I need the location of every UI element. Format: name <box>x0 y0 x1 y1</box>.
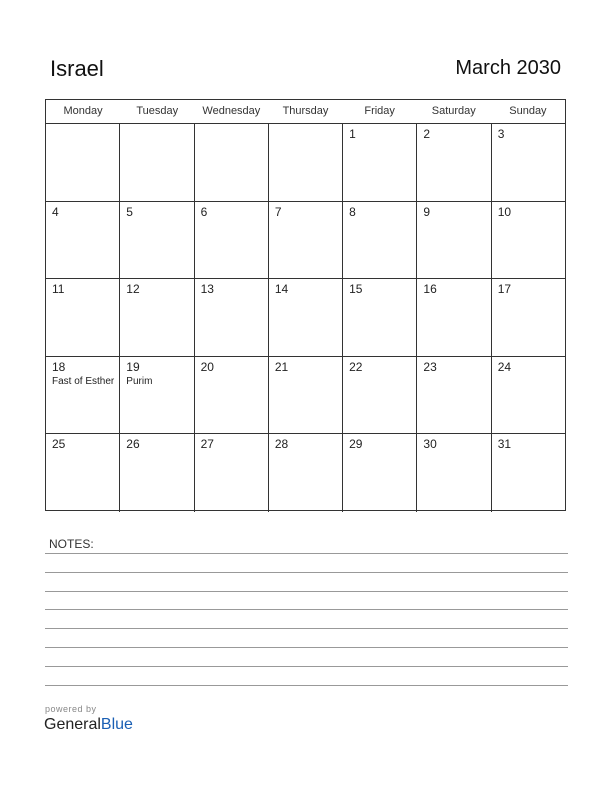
day-cell <box>269 124 343 201</box>
day-number: 20 <box>200 359 214 374</box>
holiday-label: Fast of Esther <box>52 375 115 387</box>
day-number: 23 <box>423 359 437 374</box>
day-number: 6 <box>200 204 208 219</box>
day-number: 26 <box>126 437 140 451</box>
day-number: 7 <box>274 204 282 219</box>
weekday-header: Friday <box>364 105 395 117</box>
day-cell <box>195 357 269 434</box>
day-number: 12 <box>126 282 140 296</box>
day-cell <box>120 434 194 512</box>
note-line <box>45 553 568 554</box>
day-number: 1 <box>349 127 356 141</box>
note-line <box>45 628 568 629</box>
powered-by-text: powered by <box>45 704 97 714</box>
weekday-header: Tuesday <box>136 105 179 117</box>
weekday-header-row <box>46 100 565 124</box>
day-number: 5 <box>126 204 133 219</box>
day-number: 19 <box>126 359 140 374</box>
note-line <box>45 591 568 592</box>
day-cell <box>417 434 491 512</box>
day-number: 25 <box>52 437 66 451</box>
day-cell <box>46 202 120 279</box>
day-number: 30 <box>423 437 437 451</box>
day-number: 18 <box>52 359 66 374</box>
day-number: 9 <box>423 204 431 219</box>
day-cell <box>46 434 120 512</box>
day-number: 24 <box>497 359 512 374</box>
day-cell <box>417 357 491 434</box>
day-cell <box>417 124 491 201</box>
weekday-header: Thursday <box>282 105 329 117</box>
calendar-week-row <box>46 357 565 435</box>
day-number: 10 <box>497 204 512 219</box>
calendar-week-row <box>46 202 565 280</box>
day-cell <box>120 357 194 434</box>
note-line <box>45 685 568 686</box>
day-cell <box>343 202 417 279</box>
logo-text-general: General <box>44 716 101 733</box>
day-cell <box>492 434 565 512</box>
calendar-grid <box>45 99 566 511</box>
day-number: 27 <box>200 437 214 451</box>
day-number: 17 <box>497 282 512 296</box>
day-cell <box>195 279 269 356</box>
calendar-weeks <box>46 124 565 512</box>
day-cell <box>417 202 491 279</box>
day-cell <box>269 202 343 279</box>
day-cell <box>195 434 269 512</box>
day-cell <box>343 434 417 512</box>
day-cell <box>120 202 194 279</box>
calendar-week-row <box>46 124 565 202</box>
day-number: 8 <box>349 204 356 219</box>
day-cell <box>343 124 417 201</box>
holiday-label: Purim <box>126 375 153 387</box>
day-cell <box>195 124 269 201</box>
notes-label: NOTES: <box>49 537 94 551</box>
note-line <box>45 609 568 610</box>
day-number: 4 <box>52 204 59 219</box>
day-number: 16 <box>423 282 437 296</box>
day-cell <box>269 279 343 356</box>
note-line <box>45 572 568 573</box>
day-cell <box>120 279 194 356</box>
note-line <box>45 666 568 667</box>
day-cell <box>492 279 565 356</box>
day-number: 15 <box>349 282 363 296</box>
month-title: March 2030 <box>455 57 561 79</box>
day-cell <box>417 279 491 356</box>
weekday-header: Saturday <box>431 105 476 117</box>
day-cell <box>269 434 343 512</box>
day-number: 21 <box>274 359 289 374</box>
day-number: 11 <box>52 282 65 296</box>
day-number: 3 <box>497 127 505 141</box>
weekday-header: Monday <box>63 105 103 117</box>
day-number: 22 <box>349 359 363 374</box>
logo-text-blue: Blue <box>100 716 133 733</box>
day-cell <box>343 357 417 434</box>
day-number: 2 <box>423 127 431 141</box>
day-cell <box>120 124 194 201</box>
day-number: 29 <box>349 437 363 451</box>
weekday-header: Wednesday <box>202 105 261 117</box>
day-cell <box>492 202 565 279</box>
day-cell <box>46 279 120 356</box>
calendar-week-row <box>46 279 565 357</box>
day-cell <box>492 357 565 434</box>
day-cell <box>343 279 417 356</box>
day-number: 13 <box>200 282 214 296</box>
day-number: 14 <box>274 282 289 296</box>
day-number: 28 <box>274 437 289 451</box>
day-cell <box>46 124 120 201</box>
day-cell <box>492 124 565 201</box>
calendar-week-row <box>46 434 565 512</box>
day-cell <box>195 202 269 279</box>
day-cell <box>46 357 120 434</box>
generalblue-logo <box>44 716 133 734</box>
day-cell <box>269 357 343 434</box>
country-title: Israel <box>50 56 104 81</box>
weekday-header: Sunday <box>509 105 547 117</box>
note-line <box>45 647 568 648</box>
day-number: 31 <box>497 437 512 451</box>
